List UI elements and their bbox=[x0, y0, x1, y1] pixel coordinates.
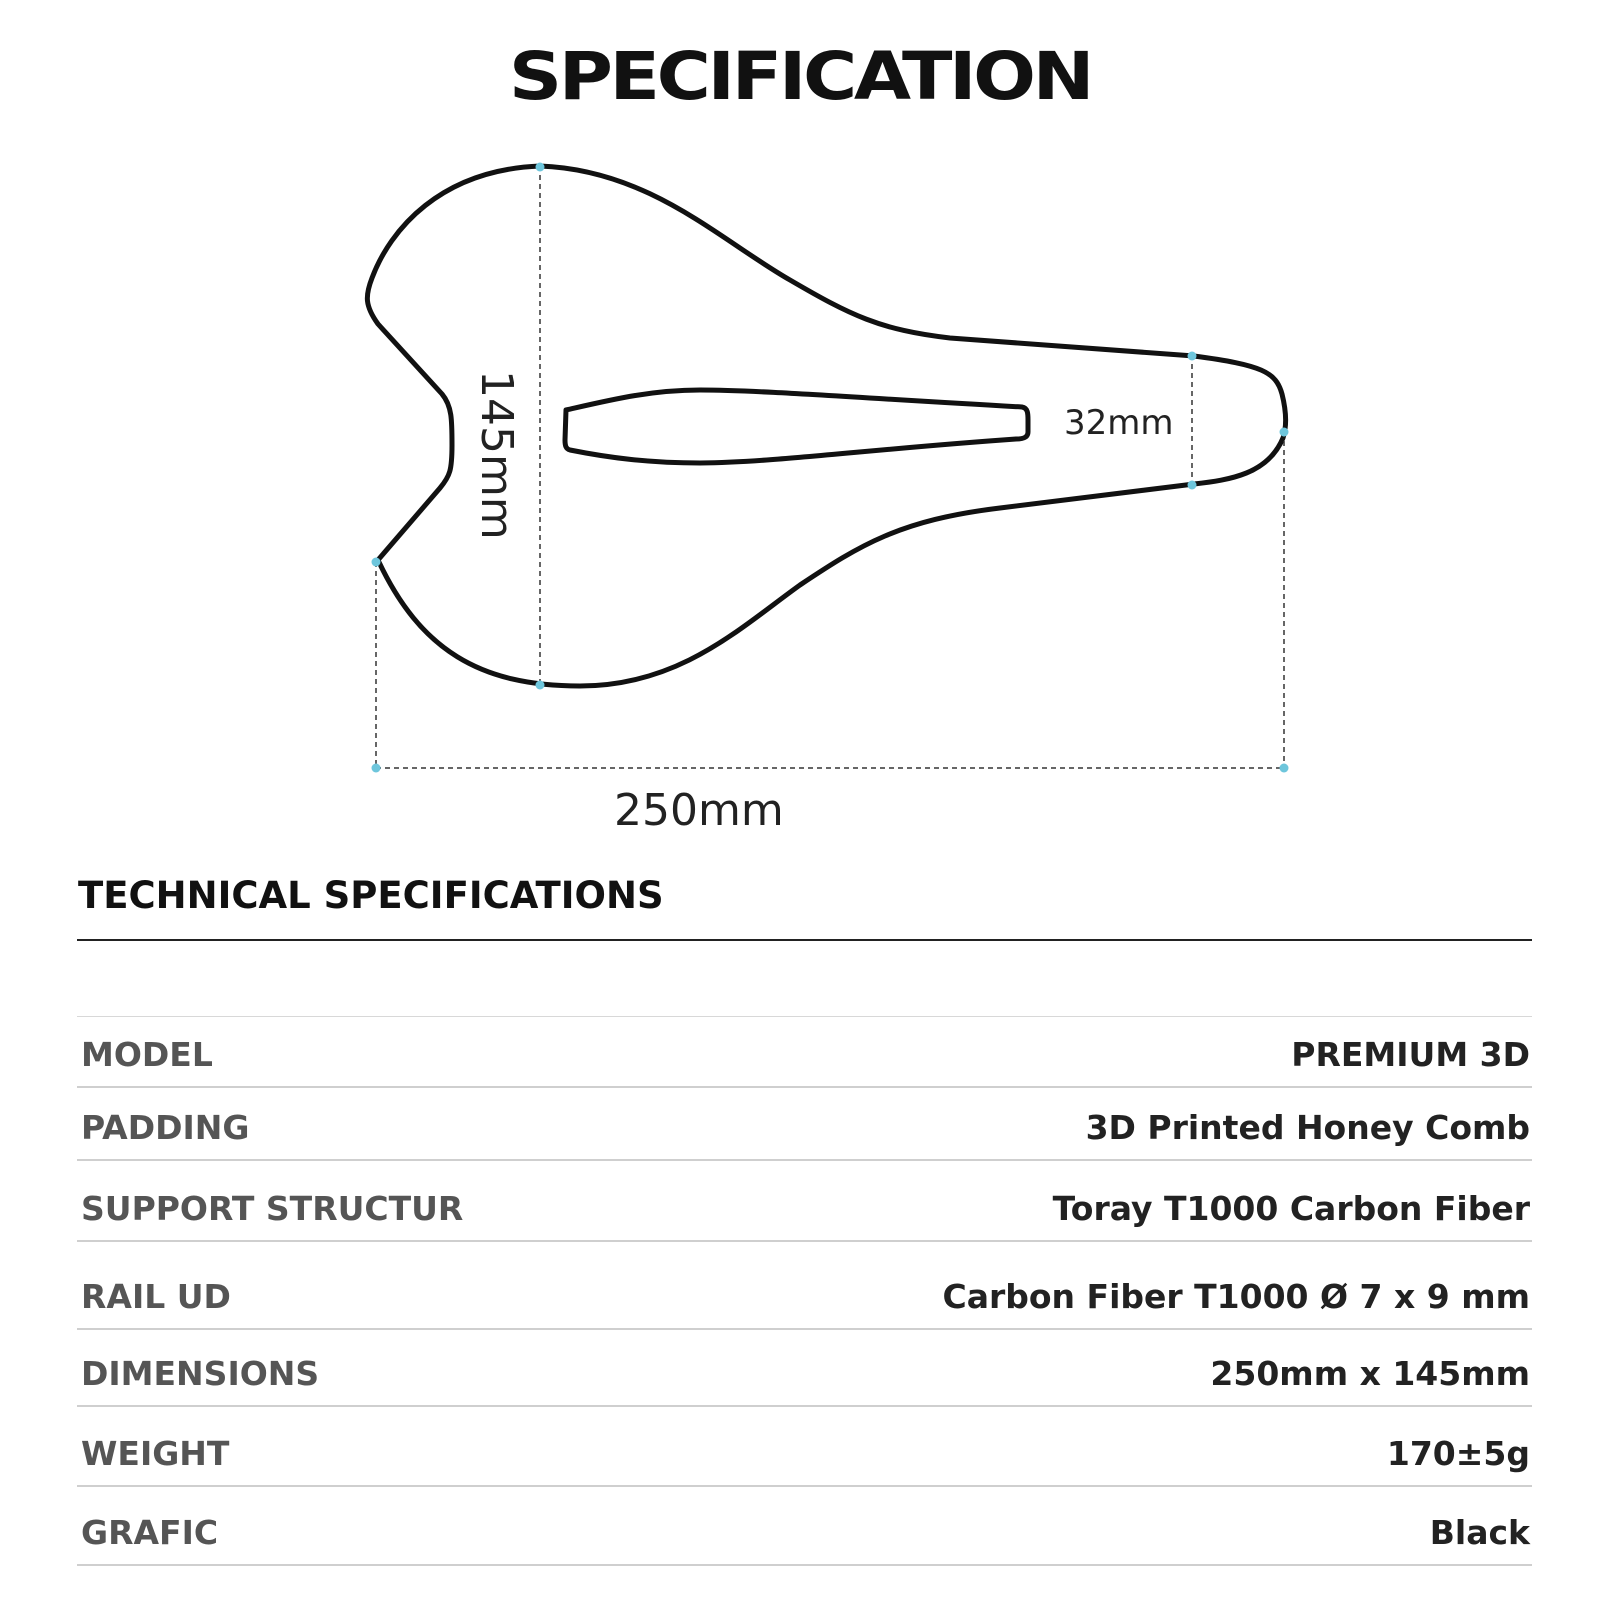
spec-value: 170±5g bbox=[1386, 1434, 1530, 1473]
marker-dot bbox=[1188, 481, 1197, 490]
spec-label: GRAFIC bbox=[81, 1513, 219, 1552]
spec-value: Carbon Fiber T1000 Ø 7 x 9 mm bbox=[942, 1277, 1530, 1316]
marker-dot bbox=[536, 163, 545, 172]
spec-row-grafic bbox=[77, 1485, 1532, 1566]
spec-label: PADDING bbox=[81, 1108, 250, 1147]
spec-label: RAIL UD bbox=[81, 1277, 231, 1316]
marker-dot bbox=[1280, 428, 1289, 437]
spec-row-rail bbox=[77, 1240, 1532, 1330]
marker-dot bbox=[372, 558, 381, 567]
marker-dot bbox=[372, 764, 381, 773]
spec-value: Toray T1000 Carbon Fiber bbox=[1052, 1189, 1530, 1228]
spec-label: MODEL bbox=[81, 1035, 213, 1074]
spec-row-weight bbox=[77, 1405, 1532, 1487]
saddle-cutout bbox=[565, 390, 1028, 463]
marker-dot bbox=[536, 681, 545, 690]
spec-label: WEIGHT bbox=[81, 1434, 230, 1473]
page-title: SPECIFICATION bbox=[508, 38, 1092, 115]
nose-width-label: 32mm bbox=[1064, 403, 1174, 443]
section-title: TECHNICAL SPECIFICATIONS bbox=[78, 874, 664, 917]
marker-dot bbox=[1188, 352, 1197, 361]
marker-dot bbox=[1280, 764, 1289, 773]
section-divider bbox=[77, 939, 1532, 941]
spec-value: PREMIUM 3D bbox=[1291, 1035, 1530, 1074]
width-label: 250mm bbox=[614, 785, 784, 836]
spec-row-support-structure bbox=[77, 1159, 1532, 1242]
spec-value: 250mm x 145mm bbox=[1210, 1354, 1530, 1393]
spec-row-padding bbox=[77, 1086, 1532, 1161]
spec-label: SUPPORT STRUCTUR bbox=[81, 1189, 464, 1228]
spec-row-model bbox=[77, 1016, 1532, 1088]
height-label: 145mm bbox=[471, 370, 522, 540]
spec-value: 3D Printed Honey Comb bbox=[1085, 1108, 1530, 1147]
spec-row-dimensions bbox=[77, 1328, 1532, 1407]
spec-label: DIMENSIONS bbox=[81, 1354, 320, 1393]
table-spacer-row bbox=[77, 968, 1532, 1017]
spec-value: Black bbox=[1429, 1513, 1530, 1552]
